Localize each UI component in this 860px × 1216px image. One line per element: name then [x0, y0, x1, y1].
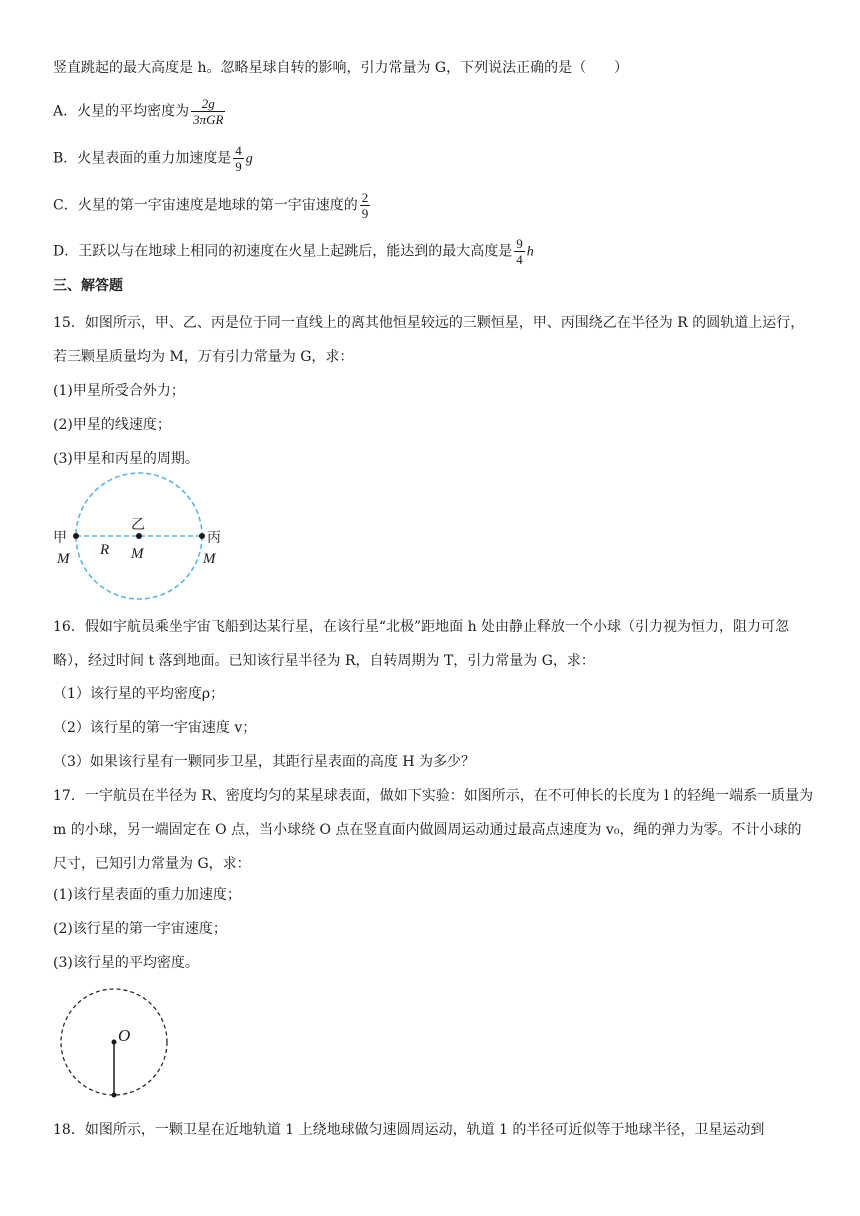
fraction-numerator: 2: [361, 190, 369, 205]
q17-item-2: (2)该行星的第一宇宙速度；: [53, 921, 227, 937]
q16-text: 16．假如宇航员乘坐宇宙飞船到达某行星，在该行星“北极”距地面 h 处由静止释放一个小球（引力视为恒力，阻力可忽略），经过时间 t 落到地面。已知该行星半径为 R，自转周期为 T，引力常量为 G，求：: [53, 619, 790, 669]
fraction-numerator: 2g: [201, 96, 215, 111]
q18-text: 18．如图所示，一颗卫星在近地轨道 1 上绕地球做匀速圆周运动，轨道 1 的半径可近似等于地球半径，卫星运动到: [53, 1122, 765, 1138]
pivot-point: [112, 1040, 117, 1045]
q14-stem-tail: 竖直跳起的最大高度是 h。忽略星球自转的影响，引力常量为 G，下列说法正确的是（ ）: [53, 60, 629, 76]
q17-text: 17．一宇航员在半径为 R、密度均匀的某星球表面，做如下实验：如图所示，在不可伸长的长度为 l 的轻绳一端系一质量为 m 的小球，另一端固定在 O 点，当小球绕 O 点在竖直面内做圆周运动通过最高点速度为 v₀，绳的弹力为零。不计小球的尺寸，已知引力常量为 G，求：: [53, 788, 814, 872]
section-title: 三、解答题: [53, 278, 123, 294]
fraction-denominator: 4: [516, 252, 523, 267]
label-jia: 甲: [53, 530, 67, 546]
star-jia-dot: [73, 533, 79, 539]
option-b-label: B．火星表面的重力加速度是: [53, 150, 232, 167]
fraction-numerator: 9: [516, 236, 523, 251]
label-bing-mass: M: [203, 551, 216, 567]
label-yi: 乙: [131, 517, 145, 533]
q16-item-2: （2）该行星的第一宇宙速度 v；: [53, 720, 257, 736]
q14-option-a[interactable]: [53, 96, 227, 127]
q14-option-c[interactable]: [53, 190, 372, 221]
label-bing: 丙: [207, 530, 221, 546]
q16-item-1: （1）该行星的平均密度ρ；: [53, 686, 225, 702]
q15-text: 15．如图所示，甲、乙、丙是位于同一直线上的离其他恒星较远的三颗恒星，甲、丙围绕乙在半径为 R 的圆轨道上运行，若三颗星质量均为 M，万有引力常量为 G，求：: [53, 315, 805, 365]
q17-item-1: (1)该行星表面的重力加速度；: [53, 887, 241, 903]
star-yi-dot: [136, 533, 142, 539]
option-b-tail: g: [245, 151, 253, 167]
q15-figure: [45, 472, 235, 602]
q17-item-3: (3)该行星的平均密度。: [53, 955, 199, 971]
option-d-fraction: [514, 236, 525, 267]
label-radius: R: [100, 542, 110, 558]
option-c-fraction: [360, 190, 371, 221]
q15-item-1: (1)甲星所受合外力；: [53, 383, 185, 399]
option-a-fraction: [191, 96, 225, 127]
q14-option-d[interactable]: [53, 236, 534, 267]
q16-item-3: （3）如果该行星有一颗同步卫星，其距行星表面的高度 H 为多少？: [53, 754, 476, 770]
fraction-denominator: 3πGR: [193, 112, 224, 127]
option-a-label: A．火星的平均密度为: [53, 103, 190, 120]
star-bing-dot: [199, 533, 205, 539]
fraction-numerator: 4: [235, 143, 242, 158]
option-d-label: D．王跃以与在地球上相同的初速度在火星上起跳后，能达到的最大高度是: [53, 243, 513, 260]
label-yi-mass: M: [131, 546, 144, 562]
q14-option-b[interactable]: [53, 143, 253, 174]
option-d-tail: h: [526, 244, 534, 260]
q15-item-2: (2)甲星的线速度；: [53, 417, 171, 433]
option-b-fraction: [233, 143, 244, 174]
q17-figure: [55, 985, 175, 1100]
option-c-label: C．火星的第一宇宙速度是地球的第一宇宙速度的: [53, 197, 358, 214]
ball-point: [112, 1093, 117, 1098]
label-o: O: [118, 1026, 131, 1045]
fraction-denominator: 9: [235, 159, 242, 174]
label-jia-mass: M: [57, 551, 70, 567]
q15-item-3: (3)甲星和丙星的周期。: [53, 451, 199, 467]
fraction-denominator: 9: [361, 206, 369, 221]
